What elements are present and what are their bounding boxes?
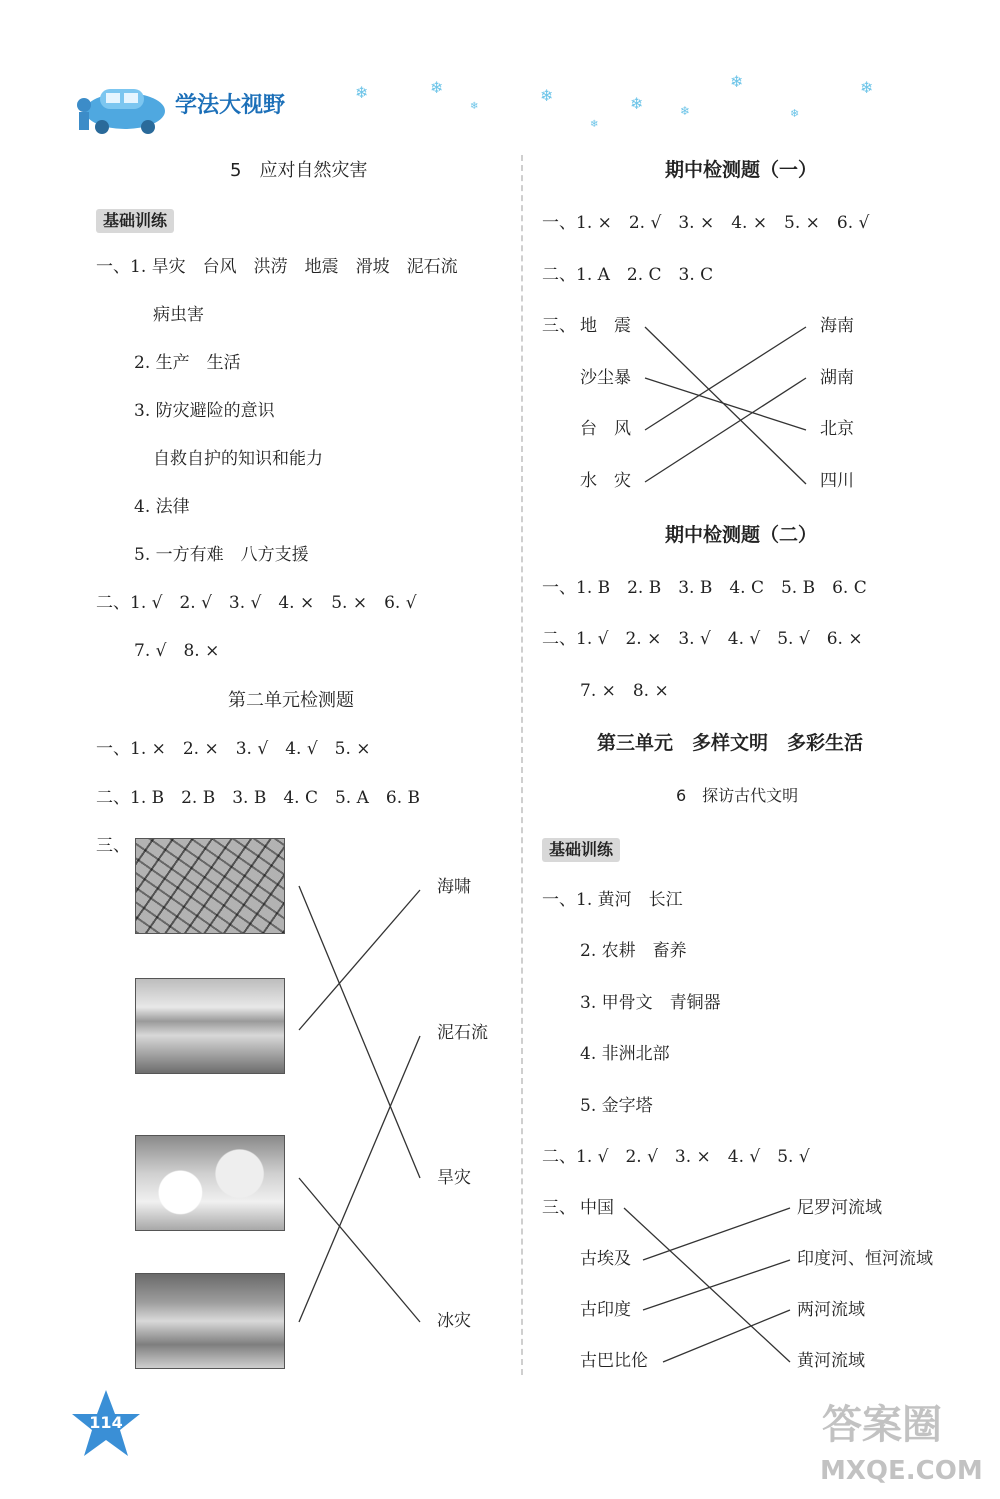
match-line (643, 1208, 790, 1260)
match-label: 台 风 (580, 419, 631, 439)
match-line (643, 1260, 790, 1310)
answer-line: 二、1. √ 2. √ 3. × 4. √ 5. √ (542, 1147, 810, 1167)
match-label: 水 灾 (580, 471, 631, 491)
answer-line: 一、1. × 2. √ 3. × 4. × 5. × 6. √ (542, 213, 870, 233)
snowflake-icon: ❄ (540, 86, 554, 105)
answer-line: 二、1. √ 2. √ 3. √ 4. × 5. × 6. √ (96, 593, 417, 613)
snowflake-icon: ❄ (860, 78, 874, 97)
header-logo-text: 学法大视野 (175, 93, 286, 118)
snowflake-icon: ❄ (630, 94, 644, 113)
match-label: 湖南 (820, 368, 854, 388)
section-tag: 基础训练 (542, 838, 620, 862)
answer-line: 病虫害 (153, 305, 204, 325)
match-line (663, 1310, 790, 1362)
unit-title: 第三单元 多样文明 多彩生活 (597, 732, 864, 754)
answer-line: 三、 (542, 316, 576, 336)
answer-line: 3. 甲骨文 青铜器 (580, 993, 721, 1013)
answer-line: 二、1. A 2. C 3. C (542, 265, 714, 285)
answer-line: 一、1. 黄河 长江 (542, 890, 683, 910)
snowflake-icon: ❄ (430, 78, 444, 97)
answer-line: 三、 (96, 836, 130, 856)
match-label: 旱灾 (437, 1168, 471, 1188)
answer-line: 二、1. B 2. B 3. B 4. C 5. A 6. B (96, 788, 420, 808)
match-line (645, 378, 806, 430)
watermark-text: 答案圈 (822, 1402, 942, 1448)
answer-line: 一、1. 旱灾 台风 洪涝 地震 滑坡 泥石流 (96, 257, 458, 277)
answer-line: 4. 非洲北部 (580, 1044, 670, 1064)
snowflake-icon: ❄ (790, 107, 800, 120)
match-line (624, 1208, 790, 1362)
answer-line: 自救自护的知识和能力 (153, 449, 323, 469)
answer-line: 3. 防灾避险的意识 (134, 401, 275, 421)
section-title: 期中检测题（一） (665, 159, 818, 181)
answer-line: 7. √ 8. × (134, 641, 220, 661)
snowflake-icon: ❄ (355, 83, 369, 102)
answer-line: 2. 生产 生活 (134, 353, 241, 373)
match-label: 黄河流域 (797, 1351, 865, 1371)
match-line (299, 890, 420, 1030)
match-label: 古印度 (580, 1300, 631, 1320)
match-label: 印度河、恒河流域 (797, 1249, 933, 1269)
answer-line: 三、 (542, 1198, 576, 1218)
answer-line: 4. 法律 (134, 497, 190, 517)
snowflake-icon: ❄ (730, 72, 744, 91)
answer-line: 二、1. √ 2. × 3. √ 4. √ 5. √ 6. × (542, 629, 863, 649)
match-label: 古巴比伦 (580, 1351, 648, 1371)
watermark-url: MXQE.COM (820, 1456, 983, 1486)
match-line (299, 1178, 420, 1322)
match-label: 冰灾 (437, 1311, 471, 1331)
match-line (299, 886, 420, 1178)
page-number: 114 (89, 1413, 123, 1432)
section-title: 6 探访古代文明 (676, 786, 799, 805)
snowflake-icon: ❄ (680, 104, 691, 118)
match-label: 两河流域 (797, 1300, 865, 1320)
match-label: 中国 (580, 1198, 614, 1218)
match-label: 沙尘暴 (580, 368, 631, 388)
answer-line: 2. 农耕 畜养 (580, 941, 687, 961)
match-label: 北京 (820, 419, 854, 439)
match-label: 海啸 (437, 877, 471, 897)
match-label: 古埃及 (580, 1249, 631, 1269)
match-line (299, 1036, 420, 1322)
match-label: 泥石流 (437, 1023, 488, 1043)
answer-line: 一、1. × 2. × 3. √ 4. √ 5. × (96, 739, 371, 759)
section-tag: 基础训练 (96, 209, 174, 233)
answer-line: 7. × 8. × (580, 681, 669, 701)
match-line (645, 327, 806, 484)
match-line (645, 327, 806, 430)
match-line (645, 378, 806, 482)
match-label: 地 震 (580, 316, 631, 336)
match-label: 海南 (820, 316, 854, 336)
section-title: 5 应对自然灾害 (230, 160, 368, 181)
section-title: 期中检测题（二） (665, 524, 818, 546)
answer-line: 5. 金字塔 (580, 1096, 653, 1116)
snowflake-icon: ❄ (470, 101, 479, 112)
answer-line: 5. 一方有难 八方支援 (134, 545, 309, 565)
answer-line: 一、1. B 2. B 3. B 4. C 5. B 6. C (542, 578, 867, 598)
snowflake-icon: ❄ (590, 119, 599, 130)
section-title: 第二单元检测题 (228, 690, 354, 711)
match-label: 尼罗河流域 (797, 1198, 882, 1218)
match-label: 四川 (820, 471, 854, 491)
